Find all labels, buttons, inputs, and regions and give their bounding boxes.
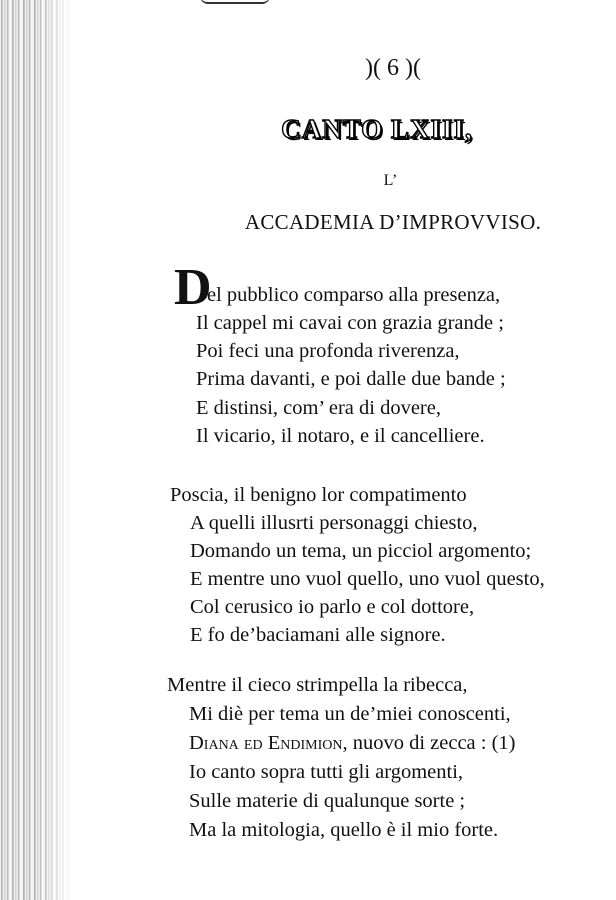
- article: L’: [383, 172, 398, 189]
- verse-line: E fo de’baciamani alle signore.: [190, 624, 446, 646]
- verse-line: Il vicario, il notaro, e il cancelliere.: [196, 425, 485, 447]
- verse-line: A quelli illusrti personaggi chiesto,: [190, 512, 478, 534]
- verse-line: E mentre uno vuol quello, uno vuol questo,: [190, 568, 545, 590]
- verse-line: E distinsi, com’ era di dovere,: [196, 397, 441, 419]
- verse-line: Domando un tema, un picciol argomento;: [190, 540, 532, 562]
- chapter-subtitle: ACCADEMIA D’IMPROVVISO.: [244, 210, 542, 234]
- verse-line: Ma la mitologia, quello è il mio forte.: [189, 819, 499, 841]
- verse-line: Mentre il cieco strimpella la ribecca,: [167, 674, 468, 696]
- small-caps-names: Diana ed Endimion: [189, 732, 343, 754]
- verse-line: el pubblico comparso alla presenza,: [207, 284, 501, 306]
- verse-line: Mi diè per tema un de’miei conoscenti,: [189, 703, 511, 725]
- canto-title: CANTO LXIII,: [281, 114, 473, 144]
- page-number: )( 6 )(: [365, 55, 421, 81]
- verse-line: Poscia, il benigno lor compatimento: [170, 484, 467, 506]
- verse-line: Col cerusico io parlo e col dottore,: [190, 596, 475, 618]
- verse-line: Sulle materie di qualunque sorte ;: [189, 790, 466, 812]
- drop-cap: D: [174, 259, 212, 316]
- ornament: [200, 0, 270, 4]
- verse-line: Io canto sopra tutti gli argomenti,: [189, 761, 464, 783]
- verse-line: Prima davanti, e poi dalle due bande ;: [196, 368, 506, 390]
- verse-line-rest: , nuovo di zecca : (1): [342, 732, 516, 754]
- verse-line: [189, 732, 516, 755]
- verse-line: Il cappel mi cavai con grazia grande ;: [196, 312, 504, 334]
- verse-line: Poi feci una profonda riverenza,: [196, 340, 460, 362]
